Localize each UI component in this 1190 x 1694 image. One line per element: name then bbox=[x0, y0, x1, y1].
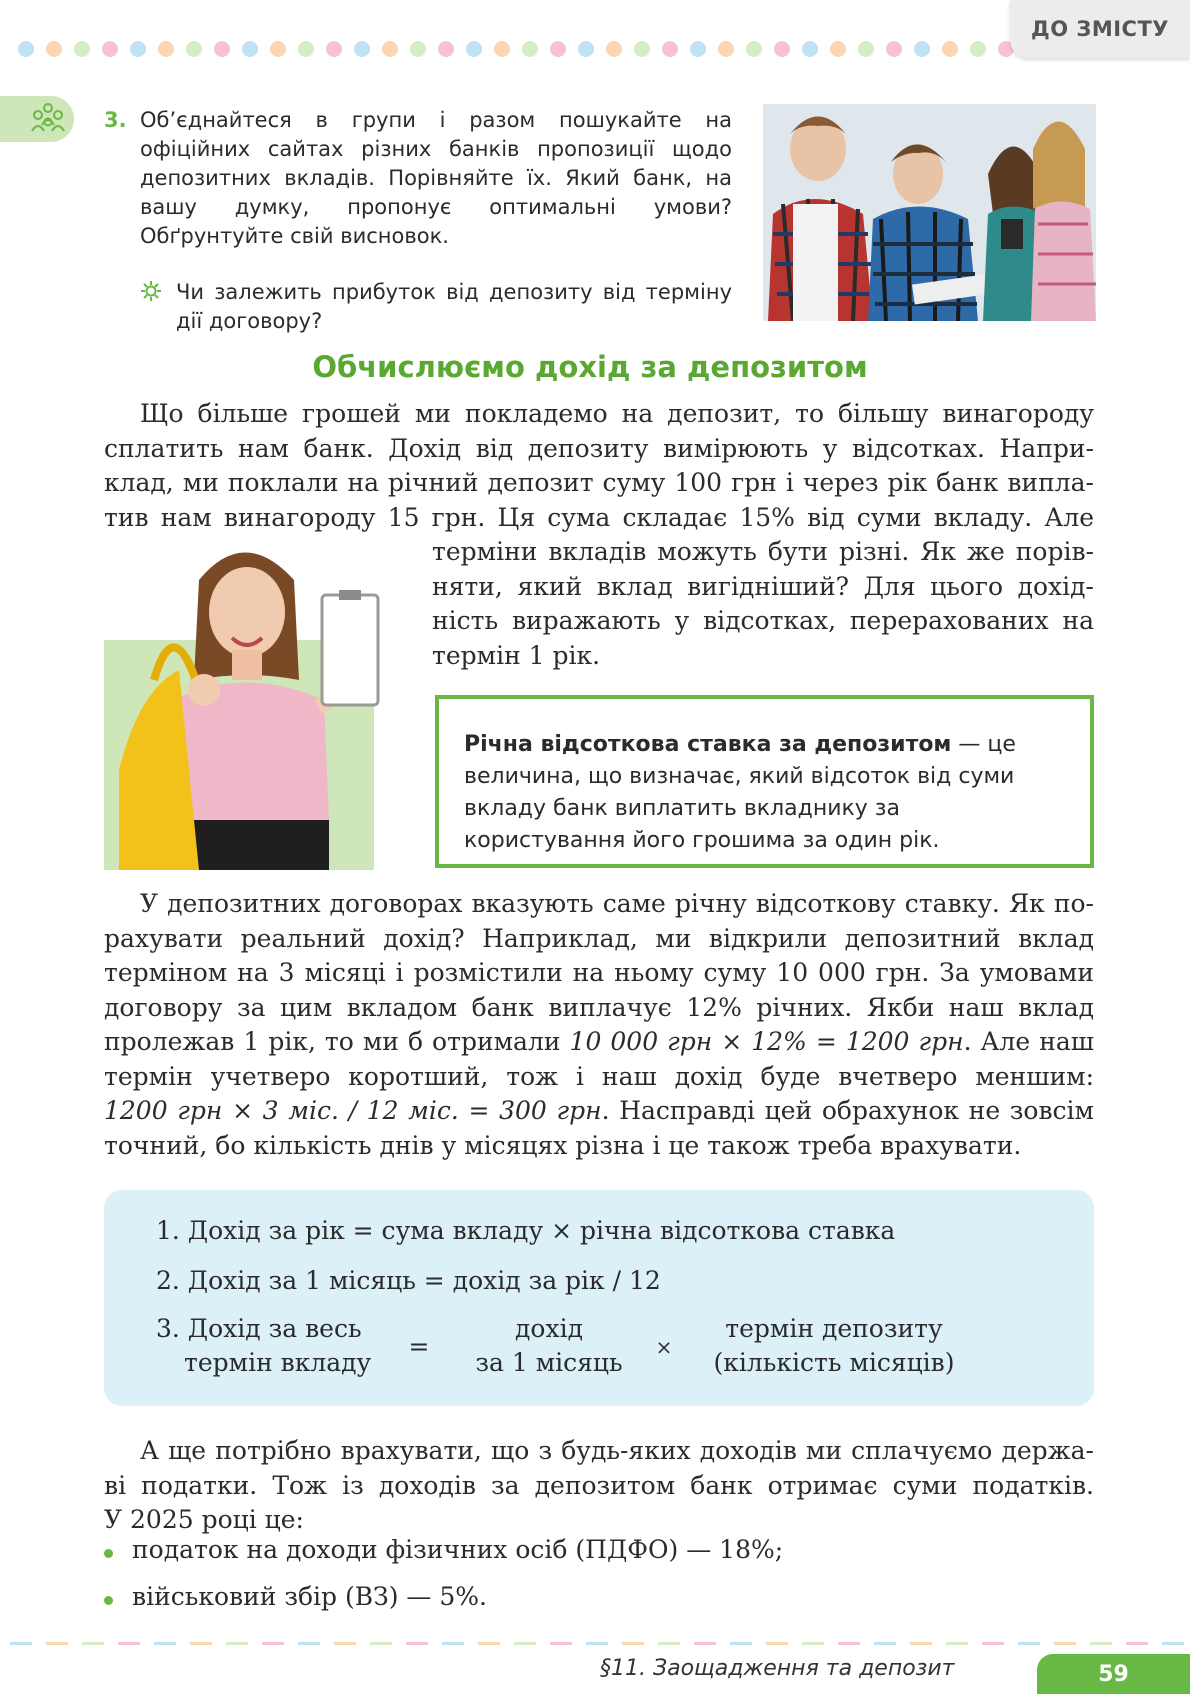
decorative-dash bbox=[622, 1642, 644, 1645]
decorative-dash bbox=[802, 1642, 824, 1645]
decorative-dash bbox=[82, 1642, 104, 1645]
teens-with-tablet-photo bbox=[763, 104, 1096, 321]
formula-annual-income: 1. Дохід за рік = сума вкладу × річна відсоткова ставка bbox=[156, 1216, 896, 1245]
inline-formula: 1200 грн × 3 міс. / 12 міс. = 300 грн bbox=[104, 1096, 602, 1125]
task-number: 3. bbox=[104, 108, 127, 132]
text-line: ність виражають у відсотках, перерахованих на bbox=[432, 606, 1094, 635]
definition-term: Річна відсоткова ставка за депозитом bbox=[464, 732, 952, 757]
decorative-dot bbox=[522, 41, 538, 57]
decorative-dash bbox=[262, 1642, 284, 1645]
formula-box bbox=[104, 1190, 1094, 1406]
decorative-dash bbox=[1090, 1642, 1112, 1645]
decorative-dot bbox=[130, 41, 146, 57]
decorative-dash bbox=[1018, 1642, 1040, 1645]
definition-body: — це величина, що визначає, який відсоток від суми вкладу банк виплатить вкладнику за користування його грошима за один рік. bbox=[464, 732, 1016, 853]
decorative-dash bbox=[658, 1642, 680, 1645]
top-decorative-dots bbox=[18, 40, 1028, 58]
text-line: точний, бо кількість днів у місяцях різна і це також треба врахувати. bbox=[104, 1130, 1022, 1160]
decorative-dash bbox=[586, 1642, 608, 1645]
decorative-dot bbox=[606, 41, 622, 57]
footer-dashed-line bbox=[0, 1642, 1190, 1646]
decorative-dot bbox=[74, 41, 90, 57]
decorative-dash bbox=[334, 1642, 356, 1645]
decorative-dash bbox=[1126, 1642, 1148, 1645]
formula-monthly-term-line2: за 1 місяць bbox=[475, 1348, 623, 1377]
decorative-dot bbox=[494, 41, 510, 57]
decorative-dash bbox=[46, 1642, 68, 1645]
contents-button[interactable] bbox=[1010, 0, 1190, 58]
decorative-dot bbox=[158, 41, 174, 57]
decorative-dot bbox=[18, 41, 34, 57]
decorative-dot bbox=[214, 41, 230, 57]
definition-box bbox=[435, 695, 1094, 868]
text-line: тив нам винагороду 15 грн. Ця сума складає 15% від суми вкладу. Але bbox=[104, 502, 1094, 532]
section-heading: Обчислюємо дохід за депозитом bbox=[312, 350, 868, 384]
formula-total-label-line2: термін вкладу bbox=[184, 1348, 372, 1377]
paragraph-taxes bbox=[104, 1434, 1094, 1538]
decorative-dot bbox=[438, 41, 454, 57]
formula-monthly-term bbox=[464, 1312, 634, 1380]
bullet-marker bbox=[104, 1549, 113, 1558]
text-line bbox=[104, 1025, 1094, 1060]
decorative-dash bbox=[982, 1642, 1004, 1645]
text-line: термін 1 рік. bbox=[432, 640, 601, 670]
formula-deposit-term bbox=[694, 1312, 974, 1380]
group-work-badge bbox=[0, 96, 74, 142]
formula-times-sign: × bbox=[655, 1335, 673, 1359]
paragraph-example bbox=[104, 887, 1094, 1163]
text-line: У 2025 році це: bbox=[104, 1505, 304, 1534]
decorative-dot bbox=[914, 41, 930, 57]
formula-total-label bbox=[156, 1312, 372, 1380]
text-line bbox=[104, 1094, 1094, 1129]
formula-deposit-term-line2: (кількість місяців) bbox=[713, 1348, 955, 1377]
decorative-dot bbox=[802, 41, 818, 57]
decorative-dash bbox=[10, 1642, 32, 1645]
text-line: термін учетверо коротший, тож і наш дохід буде вчетверо меншим: bbox=[104, 1061, 1094, 1091]
inline-formula: 10 000 грн × 12% = 1200 грн bbox=[569, 1027, 964, 1056]
formula-equals-sign: = bbox=[408, 1332, 430, 1361]
decorative-dot bbox=[466, 41, 482, 57]
contents-button-label: ДО ЗМІСТУ bbox=[1031, 17, 1169, 41]
decorative-dot bbox=[690, 41, 706, 57]
decorative-dot bbox=[662, 41, 678, 57]
decorative-dash bbox=[298, 1642, 320, 1645]
decorative-dot bbox=[858, 41, 874, 57]
text-fragment: пролежав 1 рік, то ми б отримали bbox=[104, 1027, 570, 1056]
text-line: договору за цим вкладом банк виплачує 12% річних. Якби наш вклад bbox=[104, 992, 1094, 1022]
text-line: сплатить нам банк. Дохід від депозиту вимірюють у відсотках. Напри- bbox=[104, 433, 1094, 463]
decorative-dot bbox=[578, 41, 594, 57]
text-line: няти, який вклад вигідніший? Для цього дохід- bbox=[432, 571, 1094, 601]
text-line: Що більше грошей ми покладемо на депозит, то більшу винагороду bbox=[140, 399, 1094, 428]
tax-item-military-levy: військовий збір (ВЗ) — 5%. bbox=[132, 1582, 487, 1611]
decorative-dash bbox=[154, 1642, 176, 1645]
decorative-dot bbox=[242, 41, 258, 57]
decorative-dot bbox=[46, 41, 62, 57]
task-text: Об’єднайтеся в групи і разом пошукайте на офіційних сайтах різних банків пропозиції щодо депозитних вкладів. Порівняйте їх. Який банк, на вашу думку, пропонує оптимальні умови? Обґрунтуйте свій висновок. bbox=[140, 108, 732, 248]
decorative-dash bbox=[478, 1642, 500, 1645]
decorative-dot bbox=[774, 41, 790, 57]
bullet-marker bbox=[104, 1596, 113, 1605]
decorative-dash bbox=[406, 1642, 428, 1645]
decorative-dot bbox=[186, 41, 202, 57]
decorative-dot bbox=[382, 41, 398, 57]
decorative-dot bbox=[326, 41, 342, 57]
decorative-dot bbox=[550, 41, 566, 57]
decorative-dot bbox=[270, 41, 286, 57]
decorative-dash bbox=[118, 1642, 140, 1645]
decorative-dot bbox=[718, 41, 734, 57]
decorative-dash bbox=[874, 1642, 896, 1645]
paragraph-intro-continued bbox=[432, 535, 1094, 673]
decorative-dash bbox=[910, 1642, 932, 1645]
decorative-dash bbox=[1162, 1642, 1184, 1645]
decorative-dash bbox=[1054, 1642, 1076, 1645]
formula-deposit-term-line1: термін депозиту bbox=[725, 1314, 943, 1343]
decorative-dot bbox=[102, 41, 118, 57]
tax-item-pdfo: податок на доходи фізичних осіб (ПДФО) — 18%; bbox=[132, 1535, 784, 1564]
decorative-dot bbox=[410, 41, 426, 57]
decorative-dash bbox=[190, 1642, 212, 1645]
text-line: терміном на 3 місяці і розмістили на ньому суму 10 000 грн. За умовами bbox=[104, 958, 1094, 987]
decorative-dot bbox=[634, 41, 650, 57]
text-line: клад, ми поклали на річний депозит суму 100 грн і через рік банк випла- bbox=[104, 468, 1094, 497]
decorative-dash bbox=[838, 1642, 860, 1645]
decorative-dot bbox=[354, 41, 370, 57]
group-people-icon bbox=[28, 101, 68, 137]
text-line: рахувати реальний дохід? Наприклад, ми відкрили депозитний вклад bbox=[104, 923, 1094, 953]
decorative-dash bbox=[766, 1642, 788, 1645]
decorative-dot bbox=[886, 41, 902, 57]
decorative-dot bbox=[298, 41, 314, 57]
task-question: Чи залежить прибуток від депозиту від терміну дії договору? bbox=[176, 280, 732, 333]
girl-with-clipboard-photo bbox=[104, 540, 404, 870]
text-line: терміни вкладів можуть бути різні. Як же порів- bbox=[432, 537, 1094, 566]
text-line: У депозитних договорах вказують саме річну відсоткову ставку. Як по- bbox=[140, 889, 1094, 918]
decorative-dash bbox=[946, 1642, 968, 1645]
text-line: ві податки. Тож із доходів за депозитом банк отримає суми податків. bbox=[104, 1470, 1094, 1500]
decorative-dot bbox=[942, 41, 958, 57]
page-number: 59 bbox=[1098, 1661, 1129, 1687]
decorative-dash bbox=[226, 1642, 248, 1645]
sun-icon bbox=[140, 280, 162, 302]
decorative-dot bbox=[970, 41, 986, 57]
page-number-badge bbox=[1037, 1654, 1190, 1694]
decorative-dash bbox=[730, 1642, 752, 1645]
decorative-dash bbox=[550, 1642, 572, 1645]
decorative-dash bbox=[442, 1642, 464, 1645]
text-line: А ще потрібно врахувати, що з будь-яких доходів ми сплачуємо держа- bbox=[140, 1436, 1094, 1465]
footer-section-title: §11. Заощадження та депозит bbox=[600, 1656, 955, 1681]
formula-monthly-term-line1: дохід bbox=[515, 1314, 583, 1343]
definition-text bbox=[464, 729, 1064, 857]
text-fragment: . Насправді цей обрахунок не зовсім bbox=[601, 1096, 1094, 1125]
formula-total-label-line1: 3. Дохід за весь bbox=[156, 1314, 362, 1343]
formula-monthly-income: 2. Дохід за 1 місяць = дохід за рік / 12 bbox=[156, 1266, 661, 1295]
decorative-dash bbox=[370, 1642, 392, 1645]
paragraph-intro bbox=[104, 397, 1094, 535]
decorative-dot bbox=[746, 41, 762, 57]
text-fragment: . Але наш bbox=[963, 1027, 1095, 1056]
decorative-dot bbox=[830, 41, 846, 57]
decorative-dash bbox=[514, 1642, 536, 1645]
decorative-dash bbox=[694, 1642, 716, 1645]
